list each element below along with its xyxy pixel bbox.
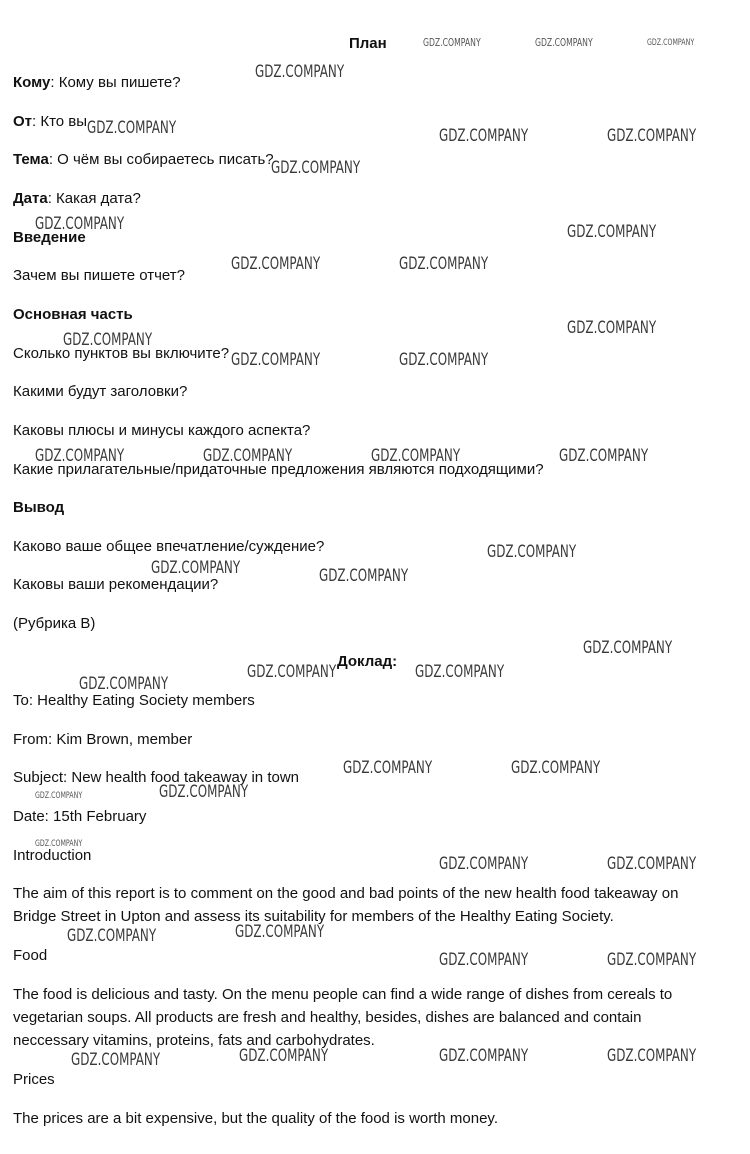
- report-to: To: Healthy Eating Society members: [13, 692, 255, 709]
- plan-main-question-2: Какими будут заголовки?: [13, 383, 188, 400]
- plan-from-label: От: [13, 113, 33, 130]
- watermark: GDZ.COMPANY: [159, 782, 249, 802]
- watermark: GDZ.COMPANY: [607, 950, 697, 970]
- plan-main-question-3: Каковы плюсы и минусы каждого аспекта?: [13, 422, 311, 439]
- plan-main-question-4: Какие прилагательные/придаточные предложения являются подходящими?: [13, 461, 544, 478]
- watermark: GDZ.COMPANY: [35, 791, 83, 801]
- watermark: GDZ.COMPANY: [399, 254, 489, 274]
- report-intro-heading: Introduction: [13, 847, 92, 864]
- plan-subject-line: [13, 148, 274, 171]
- report-food-text: The food is delicious and tasty. On the menu people can find a wide range of dishes from cereals to vegetarian soups. All products are fresh and healthy, besides, dishes are balanced and contain neccessary vitamins, proteins, fats and carbohydrates.: [13, 986, 673, 1049]
- plan-from-line: [13, 110, 87, 133]
- report-subject: Subject: New health food takeaway in town: [13, 769, 300, 786]
- plan-conclusion-question-1: Каково ваше общее впечатление/суждение?: [13, 538, 325, 555]
- watermark: GDZ.COMPANY: [535, 36, 593, 49]
- watermark: GDZ.COMPANY: [511, 758, 601, 778]
- plan-date-line: [13, 187, 141, 210]
- watermark: GDZ.COMPANY: [67, 926, 157, 946]
- watermark: GDZ.COMPANY: [607, 1046, 697, 1066]
- watermark: GDZ.COMPANY: [255, 62, 345, 82]
- plan-conclusion-question-2: Каковы ваши рекомендации?: [13, 576, 219, 593]
- plan-to-label: Кому: [13, 74, 51, 91]
- plan-from-text: : Кто вы: [32, 113, 88, 130]
- plan-date-text: : Какая дата?: [47, 190, 141, 207]
- plan-rubric: (Рубрика В): [13, 615, 96, 632]
- plan-conclusion-heading: Вывод: [13, 499, 65, 516]
- report-from: From: Kim Brown, member: [13, 731, 193, 748]
- watermark: GDZ.COMPANY: [371, 446, 461, 466]
- watermark: GDZ.COMPANY: [151, 558, 241, 578]
- watermark: GDZ.COMPANY: [439, 1046, 529, 1066]
- watermark: GDZ.COMPANY: [271, 158, 361, 178]
- plan-to-line: [13, 71, 181, 94]
- report-title: Доклад:: [337, 653, 398, 670]
- plan-main-question-1: Сколько пунктов вы включите?: [13, 345, 230, 362]
- watermark: GDZ.COMPANY: [239, 1046, 329, 1066]
- plan-intro-question: Зачем вы пишете отчет?: [13, 267, 185, 284]
- watermark: GDZ.COMPANY: [415, 662, 505, 682]
- watermark: GDZ.COMPANY: [439, 854, 529, 874]
- watermark: GDZ.COMPANY: [87, 118, 177, 138]
- watermark: GDZ.COMPANY: [63, 330, 153, 350]
- watermark: GDZ.COMPANY: [231, 254, 321, 274]
- watermark: GDZ.COMPANY: [343, 758, 433, 778]
- watermark: GDZ.COMPANY: [231, 350, 321, 370]
- watermark: GDZ.COMPANY: [235, 922, 325, 942]
- plan-intro-heading: Введение: [13, 229, 86, 246]
- watermark: GDZ.COMPANY: [567, 222, 657, 242]
- plan-title: План: [349, 35, 387, 52]
- watermark: GDZ.COMPANY: [35, 839, 83, 849]
- report-prices-heading: Prices: [13, 1071, 55, 1088]
- watermark: GDZ.COMPANY: [583, 638, 673, 658]
- watermark: GDZ.COMPANY: [423, 36, 481, 49]
- report-prices-text: The prices are a bit expensive, but the quality of the food is worth money.: [13, 1110, 498, 1127]
- watermark: GDZ.COMPANY: [71, 1050, 161, 1070]
- watermark: GDZ.COMPANY: [79, 674, 169, 694]
- watermark: GDZ.COMPANY: [567, 318, 657, 338]
- watermark: GDZ.COMPANY: [439, 950, 529, 970]
- watermark: GDZ.COMPANY: [559, 446, 649, 466]
- watermark: GDZ.COMPANY: [203, 446, 293, 466]
- watermark: GDZ.COMPANY: [607, 854, 697, 874]
- report-food-heading: Food: [13, 947, 48, 964]
- watermark: GDZ.COMPANY: [487, 542, 577, 562]
- watermark: GDZ.COMPANY: [607, 126, 697, 146]
- watermark: GDZ.COMPANY: [35, 446, 125, 466]
- plan-subject-text: : О чём вы собираетесь писать?: [48, 151, 274, 168]
- watermark: GDZ.COMPANY: [399, 350, 489, 370]
- plan-subject-label: Тема: [13, 151, 49, 168]
- watermark: GDZ.COMPANY: [247, 662, 337, 682]
- plan-main-heading: Основная часть: [13, 306, 133, 323]
- plan-date-label: Дата: [13, 190, 48, 207]
- report-intro-text: The aim of this report is to comment on the good and bad points of the new health food takeaway on Bridge Street in Upton and assess its suitability for members of the Healthy Eating Society.: [13, 885, 679, 925]
- watermark: GDZ.COMPANY: [319, 566, 409, 586]
- watermark: GDZ.COMPANY: [35, 214, 125, 234]
- report-date: Date: 15th February: [13, 808, 147, 825]
- plan-to-text: : Кому вы пишете?: [50, 74, 181, 91]
- watermark: GDZ.COMPANY: [647, 38, 695, 48]
- watermark: GDZ.COMPANY: [439, 126, 529, 146]
